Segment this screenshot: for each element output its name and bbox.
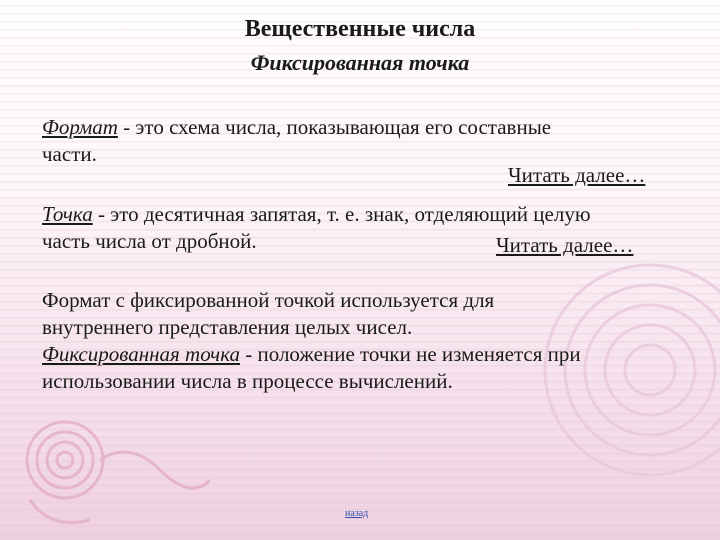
read-more-link-point[interactable]: Читать далее…: [496, 233, 634, 257]
back-link[interactable]: назад: [345, 508, 369, 519]
definition-format-line2: части.: [42, 142, 97, 166]
read-more-link-format[interactable]: Читать далее…: [508, 163, 646, 187]
paragraph-line2: внутреннего представления целых чисел.: [42, 315, 413, 339]
definition-point-text: - это десятичная запятая, т. е. знак, отделяющий целую: [92, 202, 591, 226]
fixed-point-paragraph: [42, 287, 581, 395]
definition-point-line2: часть числа от дробной.: [42, 229, 257, 253]
paragraph-line4: использовании числа в процессе вычислений.: [42, 369, 453, 393]
term-fixed-point: Фиксированная точка: [42, 342, 240, 366]
decorative-swirl-left: [10, 400, 210, 540]
term-point: Точка: [42, 202, 93, 226]
paragraph-line1: Формат с фиксированной точкой используется для: [42, 288, 495, 312]
definition-format: [42, 114, 551, 168]
definition-format-text: - это схема числа, показывающая его составные: [117, 115, 552, 139]
page-subtitle: Фиксированная точка: [250, 50, 470, 75]
paragraph-line3: - положение точки не изменяется при: [240, 342, 581, 366]
term-format: Формат: [42, 115, 118, 139]
page-title: Вещественные числа: [244, 16, 476, 42]
